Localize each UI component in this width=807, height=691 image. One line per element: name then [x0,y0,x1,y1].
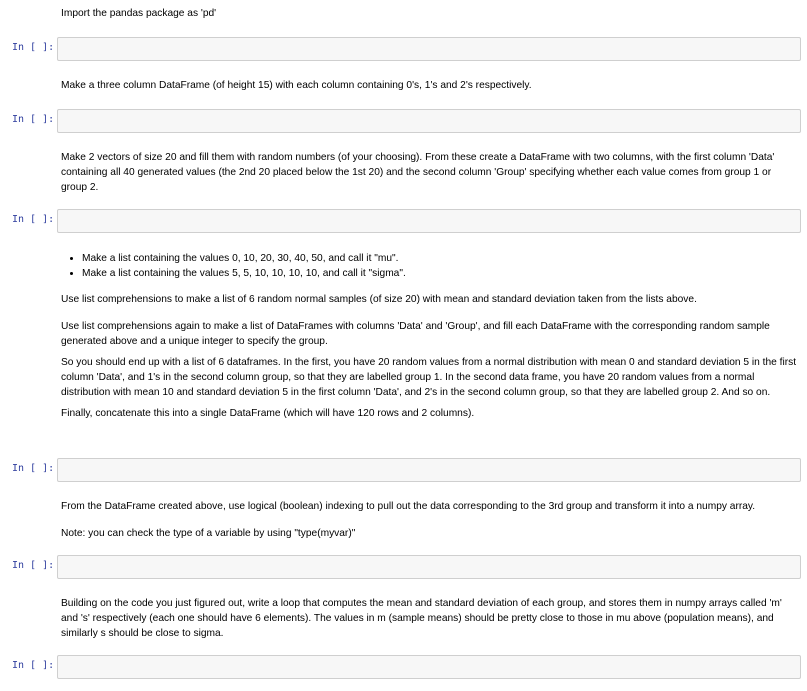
list-item: • Make a list containing the values 0, 10, 20, 30, 40, 50, and call it "mu". [82,251,799,266]
input-prompt: In [ ]: [12,114,55,125]
instruction-text: Import the pandas package as 'pd' [61,8,217,19]
code-cell-input[interactable] [57,37,801,61]
bullet-list [61,251,799,281]
instruction-text: So you should end up with a list of 6 dataframes. In the first, you have 20 random values from a normal distribution with mean 0 and standard deviation 5 in the first column 'Data', and 1's in the second column group, so that they are labelled group 1. In the second data frame, you have 20 random values from a normal distribution with mean 10 and standard deviation 5 in the first column 'Data', and 2's in the second column group, so that they are labelled group 2. And so on. [61,357,797,398]
code-cell-input[interactable] [57,209,801,233]
markdown-cell [61,150,799,195]
instruction-text: Note: you can check the type of a variable by using "type(myvar)" [61,528,356,539]
input-prompt: In [ ]: [12,42,55,53]
input-prompt: In [ ]: [12,463,55,474]
markdown-cell [61,6,799,21]
code-cell-input[interactable] [57,109,801,133]
markdown-cell [61,499,799,541]
input-prompt: In [ ]: [12,214,55,225]
instruction-text: Make a three column DataFrame (of height 15) with each column containing 0's, 1's and 2's respectively. [61,80,532,91]
instruction-text: Building on the code you just figured out, write a loop that computes the mean and standard deviation of each group, and stores them in numpy arrays called 'm' and 's' respectively (each one should have 6 elements). The values in m (sample means) should be pretty close to those in mu above (population means), and similarly s should be close to sigma. [61,598,782,639]
markdown-cell [61,251,799,421]
instruction-text: Make 2 vectors of size 20 and fill them with random numbers (of your choosing). From these create a DataFrame with two columns, with the first column 'Data' containing all 40 generated values (the 2nd 20 placed below the 1st 20) and the second column 'Group' specifying whether each value comes from group 1 or group 2. [61,152,775,193]
input-prompt: In [ ]: [12,660,55,671]
code-cell-input[interactable] [57,555,801,579]
instruction-text: Finally, concatenate this into a single DataFrame (which will have 120 rows and 2 columns). [61,408,475,419]
code-cell-input[interactable] [57,458,801,482]
instruction-text: Use list comprehensions again to make a list of DataFrames with columns 'Data' and 'Group', and fill each DataFrame with the corresponding random sample generated above and a unique integer to specify the group. [61,321,770,347]
markdown-cell [61,596,799,641]
markdown-cell [61,78,799,93]
code-cell-input[interactable] [57,655,801,679]
instruction-text: From the DataFrame created above, use logical (boolean) indexing to pull out the data corresponding to the 3rd group and transform it into a numpy array. [61,501,756,512]
instruction-text: Use list comprehensions to make a list of 6 random normal samples (of size 20) with mean and standard deviation taken from the lists above. [61,294,697,305]
list-item: • Make a list containing the values 5, 5, 10, 10, 10, 10, and call it "sigma". [82,266,799,281]
input-prompt: In [ ]: [12,560,55,571]
